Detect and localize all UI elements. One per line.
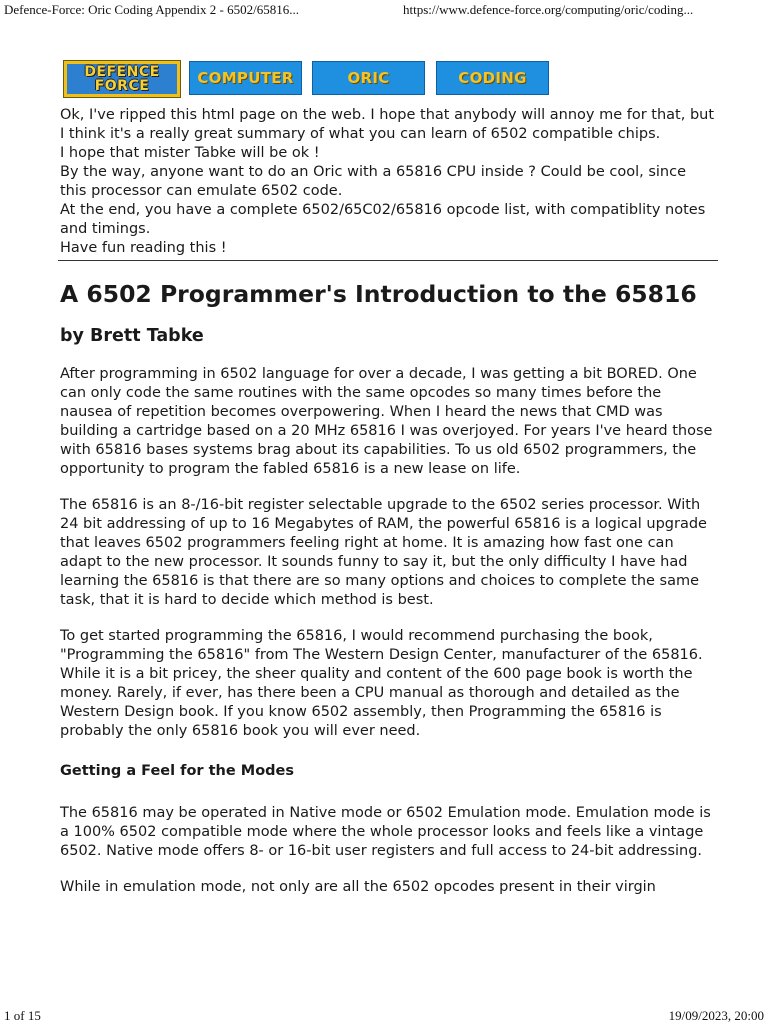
article-byline: by Brett Tabke [60, 326, 204, 346]
nav-coding-button[interactable]: CODING [436, 61, 549, 95]
print-page-title: Defence-Force: Oric Coding Appendix 2 - 6502/65816... [4, 2, 299, 17]
defence-force-logo[interactable] [63, 60, 181, 98]
logo-badge [67, 64, 177, 94]
intro-line: I hope that mister Tabke will be ok ! [60, 145, 320, 161]
print-page-url: https://www.defence-force.org/computing/oric/coding... [403, 2, 694, 17]
print-footer [0, 1007, 768, 1024]
nav-oric-button[interactable]: ORIC [312, 61, 425, 95]
horizontal-rule [58, 260, 718, 261]
intro-line: By the way, anyone want to do an Oric with a 65816 CPU inside ? Could be cool, since this processor can emulate 6502 code. [60, 164, 687, 199]
intro-line: Ok, I've ripped this html page on the web. I hope that anybody will annoy me for that, but I think it's a really great summary of what you can learn of 6502 compatible chips. [60, 107, 715, 142]
article-paragraph: To get started programming the 65816, I would recommend purchasing the book, "Programming the 65816" from The Western Design Center, manufacturer of the 65816. While it is a bit pricey, the sheer quality and content of the 600 page book is worth the money. Rarely, if ever, has there been a CPU manual as thorough and detailed as the Western Design book. If you know 6502 assembly, then Programming the 65816 is probably the only 65816 book you will ever need. [60, 628, 703, 739]
article-paragraph: The 65816 may be operated in Native mode or 6502 Emulation mode. Emulation mode is a 100% 6502 compatible mode where the whole processor looks and feels like a vintage 6502. Native mode offers 8- or 16-bit user registers and full access to 24-bit addressing. [60, 805, 711, 859]
logo-text-line2: FORCE [94, 78, 150, 94]
article-paragraph: While in emulation mode, not only are all the 6502 opcodes present in their virgin [60, 879, 656, 895]
page-content [60, 106, 716, 897]
print-header [0, 0, 768, 18]
intro-line: Have fun reading this ! [60, 240, 227, 256]
nav-computer-button[interactable]: COMPUTER [189, 61, 302, 95]
print-page-number: 1 of 15 [4, 1008, 41, 1023]
intro-line: At the end, you have a complete 6502/65C02/65816 opcode list, with compatiblity notes and timings. [60, 202, 706, 237]
intro-notes [60, 106, 716, 258]
logo-text-line1: DEFENCE [84, 64, 160, 80]
section-heading: Getting a Feel for the Modes [60, 763, 294, 779]
article-paragraph: After programming in 6502 language for over a decade, I was getting a bit BORED. One can only code the same routines with the same opcodes so many times before the nausea of repetition becomes overpowering. When I heard the news that CMD was building a cartridge based on a 20 MHz 65816 I was overjoyed. For years I've heard those with 65816 bases systems brag about its capabilities. To us old 6502 programmers, the opportunity to program the fabled 65816 is a new lease on life. [60, 366, 713, 477]
article-paragraph: The 65816 is an 8-/16-bit register selectable upgrade to the 6502 series processor. With 24 bit addressing of up to 16 Megabytes of RAM, the powerful 65816 is a logical upgrade that leaves 6502 programmers feeling right at home. It is amazing how fast one can adapt to the new processor. It sounds funny to say it, but the only difficulty I have had learning the 65816 is that there are so many options and choices to complete the same task, that it is hard to decide which method is best. [60, 497, 707, 608]
article-title: A 6502 Programmer's Introduction to the 65816 [60, 280, 697, 308]
print-datetime: 19/09/2023, 20:00 [668, 1008, 764, 1023]
